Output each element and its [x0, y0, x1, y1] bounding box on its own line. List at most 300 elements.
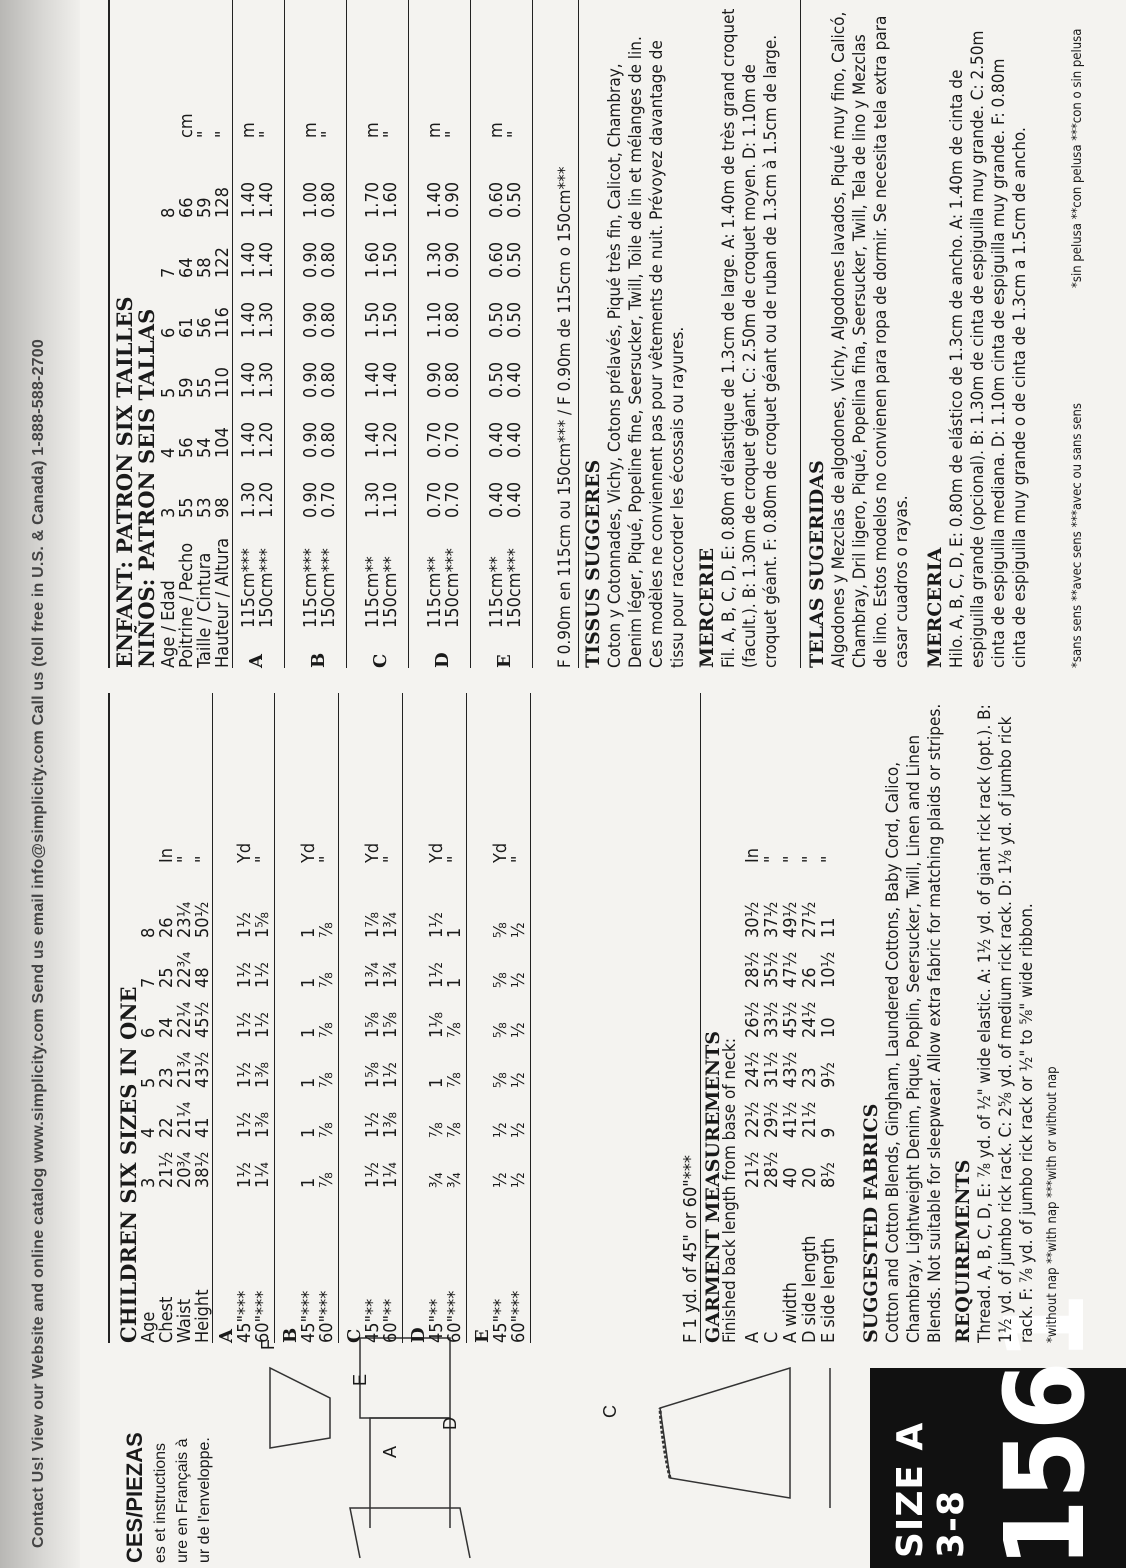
en-yardage-cell: ⅞ [426, 1122, 447, 1138]
en-yardage-unit: Yd [426, 842, 447, 863]
fr-yardage-cell: 0.50 [504, 301, 525, 338]
fr-yardage-cell: 1.50 [380, 301, 401, 338]
fr-yardage-cell: 1.30 [362, 481, 383, 518]
fr-tissus-title: TISSUS SUGGERES [582, 459, 604, 668]
fr-view-rule [346, 0, 347, 668]
fr-view-name: B [308, 652, 329, 668]
en-size-cell: 50½ [192, 901, 213, 938]
fr-title-1: ENFANT: PATRON SIX TAILLES [112, 296, 137, 668]
fr-view-row-label: 150cm*** [504, 548, 525, 628]
fr-yardage-cell: 0.80 [318, 421, 339, 458]
en-garment-unit: " [780, 855, 801, 863]
en-size-cell: 22¾ [174, 951, 195, 988]
fr-title-2: NIÑOS: PATRON SEIS TALLAS [134, 308, 159, 668]
en-yardage-cell: ⅞ [316, 1122, 337, 1138]
fr-size-cell: 58 [194, 257, 215, 278]
en-yardage-cell: 1½ [426, 912, 447, 938]
en-yardage-cell: 1⅞ [362, 912, 383, 938]
en-size-cell: 24 [156, 1017, 177, 1038]
en-size-cell: 21¼ [174, 1101, 195, 1138]
en-yardage-unit: Yd [234, 842, 255, 863]
fr-size-cell: 56 [194, 317, 215, 338]
en-yardage-unit: " [316, 855, 337, 863]
rule-mid-fr [800, 0, 801, 668]
en-yardage-cell: 1⅝ [252, 912, 273, 938]
en-yardage-cell: 1⅝ [362, 1062, 383, 1088]
en-yardage-cell: ⅝ [490, 1072, 511, 1088]
en-yardage-cell: 1 [298, 1177, 319, 1188]
piece-label-f: F [258, 1339, 278, 1350]
fr-yardage-cell: 0.50 [504, 181, 525, 218]
fr-yardage-cell: 0.90 [442, 241, 463, 278]
fr-yardage-cell: 1.30 [256, 361, 277, 398]
fr-size-cell: 5 [158, 387, 179, 398]
en-size-cell: 48 [192, 967, 213, 988]
en-yardage-cell: ⅝ [490, 972, 511, 988]
pieces-title: CES/PIEZAS [122, 1432, 147, 1563]
en-yardage-cell: ⅞ [316, 1022, 337, 1038]
fr-yardage-unit: m [486, 122, 507, 138]
en-yardage-cell: 1⅜ [252, 1062, 273, 1088]
fr-yardage-cell: 0.50 [504, 241, 525, 278]
fr-yardage-unit: " [256, 130, 277, 138]
en-view-rule [402, 693, 403, 1343]
fr-size-cell: 6 [158, 327, 179, 338]
fr-yardage-unit: " [380, 130, 401, 138]
en-size-rule [212, 693, 213, 1343]
fr-size-cell: 55 [176, 497, 197, 518]
en-garment-cell: 11 [818, 917, 839, 938]
en-size-unit: " [174, 855, 195, 863]
fr-yardage-cell: 0.90 [300, 421, 321, 458]
en-view-row-label: 60"*** [252, 1290, 273, 1343]
fr-telas-line: Algodones y Mezclas de algodones, Vichy, Algodones lavados, Piqué muy fino, Calicó, [829, 11, 849, 668]
en-garment-cell: 9 [818, 1127, 839, 1138]
en-f-line: F 1 yd. of 45" or 60"*** [680, 1154, 701, 1343]
fr-size-unit: cm [176, 113, 197, 138]
rule-top-en [108, 693, 110, 1343]
en-size-cell: 26 [156, 917, 177, 938]
fr-yardage-unit: m [238, 122, 259, 138]
en-yardage-unit: " [508, 855, 529, 863]
fr-yardage-cell: 1.60 [380, 181, 401, 218]
piece-label-e: E [350, 1373, 370, 1386]
en-view-row-label: 60"** [380, 1298, 401, 1343]
en-view-rule [338, 693, 339, 1343]
en-size-cell: 3 [138, 1177, 159, 1188]
fr-view-row-label: 115cm** [362, 556, 383, 628]
en-yardage-cell: ⅞ [444, 1072, 465, 1088]
en-yardage-cell: 1 [298, 1127, 319, 1138]
fr-view-row-label: 115cm*** [238, 548, 259, 628]
fr-yardage-cell: 0.40 [486, 481, 507, 518]
fr-yardage-cell: 1.30 [424, 241, 445, 278]
fr-size-cell: 122 [212, 247, 233, 278]
en-title: CHILDREN SIX SIZES IN ONE [116, 986, 141, 1343]
en-yardage-cell: 1½ [426, 962, 447, 988]
fr-yardage-cell: 0.40 [504, 481, 525, 518]
en-yardage-cell: 1 [444, 927, 465, 938]
fr-yardage-unit: " [318, 130, 339, 138]
en-garment-unit: " [761, 855, 782, 863]
fr-yardage-cell: 0.40 [504, 421, 525, 458]
en-size-cell: 23¼ [174, 901, 195, 938]
piece-a-shape [350, 1508, 470, 1558]
fr-view-rule [408, 0, 409, 668]
fr-merceria-title: MERCERIA [924, 547, 946, 668]
en-yardage-cell: ¾ [444, 1172, 465, 1188]
piece-label-c: C [600, 1405, 620, 1418]
fr-telas-line: Chambray, Dril ligero, Piqué, Popelina fina, Seersucker, Twill, Tela de lino y Mezclas [850, 34, 870, 668]
en-view-name: D [408, 1327, 429, 1343]
en-yardage-cell: 1 [426, 1077, 447, 1088]
piece-f-shape [270, 1368, 330, 1448]
en-yardage-cell: 1 [298, 1077, 319, 1088]
en-size-row-label: Chest [156, 1296, 177, 1343]
fr-yardage-cell: 0.50 [486, 301, 507, 338]
fr-yardage-cell: 0.80 [442, 301, 463, 338]
fr-view-name: C [370, 653, 391, 668]
en-size-cell: 6 [138, 1027, 159, 1038]
size-badge-block [870, 1292, 1126, 1568]
en-size-cell: 25 [156, 967, 177, 988]
en-garment-cell: 29½ [761, 1101, 782, 1138]
en-yardage-cell: 1½ [234, 1162, 255, 1188]
en-yardage-cell: 1 [298, 1027, 319, 1038]
en-yardage-cell: 1½ [252, 962, 273, 988]
en-garment-cell: 41½ [780, 1101, 801, 1138]
en-yardage-cell: 1¾ [362, 962, 383, 988]
en-garment-cell: 47½ [780, 951, 801, 988]
fr-size-cell: 55 [194, 377, 215, 398]
fr-size-cell: 61 [176, 317, 197, 338]
fr-size-cell: 59 [194, 197, 215, 218]
en-yardage-unit: Yd [362, 842, 383, 863]
fr-yardage-cell: 1.40 [238, 241, 259, 278]
fr-size-cell: 104 [212, 427, 233, 458]
fr-view-row-label: 150cm*** [318, 548, 339, 628]
en-garment-cell: 33½ [761, 1001, 782, 1038]
fr-merceria-line: Hilo. A, B, C, D, E: 0.80m de elástico de 1.3cm de ancho. A: 1.40m de cinta de [947, 69, 967, 668]
fr-yardage-cell: 1.00 [300, 181, 321, 218]
fr-size-rule [232, 0, 233, 668]
fr-yardage-unit: " [504, 130, 525, 138]
fr-yardage-cell: 0.40 [504, 361, 525, 398]
en-yardage-cell: 1½ [234, 1062, 255, 1088]
fr-yardage-cell: 1.40 [256, 181, 277, 218]
en-yardage-cell: 1⅝ [362, 1012, 383, 1038]
en-yardage-unit: " [252, 855, 273, 863]
en-yardage-cell: 1⅝ [380, 1012, 401, 1038]
en-yardage-cell: ⅞ [316, 922, 337, 938]
en-yardage-cell: ⅝ [490, 922, 511, 938]
fr-size-row-label: Age / Edad [158, 580, 179, 668]
fr-view-rule [532, 0, 533, 668]
en-yardage-cell: ½ [508, 1072, 529, 1088]
fr-size-unit: " [194, 130, 215, 138]
fr-mercerie-title: MERCERIE [696, 547, 718, 668]
fr-yardage-cell: 0.80 [318, 241, 339, 278]
en-req-title: REQUIREMENTS [952, 1159, 974, 1343]
en-yardage-cell: 1⅜ [380, 1112, 401, 1138]
fr-telas-title: TELAS SUGERIDAS [806, 460, 828, 668]
en-yardage-cell: ½ [508, 1122, 529, 1138]
fr-tissus-line: Ces modèles ne conviennent pas pour vêtements de nuit. Prévoyez davantage de [647, 40, 667, 668]
fr-yardage-cell: 1.40 [238, 181, 259, 218]
en-garment-cell: 26 [799, 967, 820, 988]
fr-yardage-cell: 0.80 [318, 361, 339, 398]
piece-c-shape [660, 1368, 790, 1498]
rule-f-en [700, 693, 701, 1343]
en-yardage-cell: ½ [508, 1172, 529, 1188]
en-size-cell: 43½ [192, 1051, 213, 1088]
fr-merceria-line: cinta de espiguilla muy grande o de cinta de 1.3cm a 1.5cm de ancho. [1010, 127, 1030, 668]
fr-yardage-cell: 0.70 [442, 421, 463, 458]
fr-yardage-unit: m [300, 122, 321, 138]
en-yardage-cell: 1¾ [380, 912, 401, 938]
fr-yardage-unit: " [442, 130, 463, 138]
en-req-line: Thread. A, B, C, D, E: ⅞ yd. of ½" wide elastic. A: 1½ yd. of giant rick rack (opt.). B: [975, 704, 995, 1343]
fr-yardage-cell: 1.10 [380, 481, 401, 518]
fr-yardage-cell: 1.50 [380, 241, 401, 278]
fr-size-cell: 128 [212, 187, 233, 218]
fr-yardage-cell: 0.80 [318, 181, 339, 218]
en-garment-row-label: A [742, 1331, 763, 1343]
en-garment-cell: 31½ [761, 1051, 782, 1088]
fr-size-cell: 110 [212, 367, 233, 398]
en-view-name: C [344, 1328, 365, 1343]
en-size-row-label: Waist [174, 1298, 195, 1343]
fr-yardage-cell: 1.20 [380, 421, 401, 458]
fr-yardage-cell: 0.70 [424, 421, 445, 458]
en-fabrics-line: Blends. Not suitable for sleepwear. Allow extra fabric for matching plaids or stripes. [925, 703, 945, 1343]
en-yardage-unit: Yd [298, 842, 319, 863]
fr-view-name: A [246, 654, 267, 668]
en-yardage-cell: ½ [490, 1172, 511, 1188]
fr-yardage-cell: 0.80 [442, 361, 463, 398]
en-size-cell: 23 [156, 1067, 177, 1088]
size-badge: SIZE A 3-8 [890, 1421, 972, 1558]
en-garment-cell: 45½ [780, 1001, 801, 1038]
en-fabrics-title: SUGGESTED FABRICS [860, 1103, 882, 1343]
fr-yardage-cell: 1.40 [238, 301, 259, 338]
en-yardage-cell: 1 [298, 927, 319, 938]
pieces-line-3: ur de l'enveloppe. [196, 1437, 213, 1563]
piece-d-shape [370, 1418, 450, 1528]
fr-merceria-line: espiguilla grande (opcional). B: 1.30m de cinta de espiguilla muy grande. C: 2.50m [968, 30, 988, 668]
pieces-line-1: es et instructions [152, 1442, 169, 1563]
en-size-cell: 22 [156, 1117, 177, 1138]
en-yardage-cell: 1½ [380, 1062, 401, 1088]
fr-yardage-cell: 1.10 [424, 301, 445, 338]
en-view-row-label: 60"*** [444, 1290, 465, 1343]
fr-size-cell: 8 [158, 207, 179, 218]
fr-size-row-label: Hauteur / Altura [212, 537, 233, 668]
en-yardage-cell: ½ [508, 922, 529, 938]
fr-tissus-line: Coton y Cotonnades, Vichy, Cotons prélavés, Piqué très fin, Calicot, Chambray, [605, 63, 625, 668]
fr-size-cell: 98 [212, 497, 233, 518]
fr-mercerie-line: (facult.). B: 1.30m de croquet géant. C: 2.50m de croquet moyen. D: 1.10m de [740, 64, 760, 668]
rule-top-fr [108, 0, 110, 668]
piece-e-shape [360, 1338, 450, 1418]
en-garment-row-label: A width [780, 1282, 801, 1343]
en-req-line: rack. F: ⅞ yd. of jumbo rick rack or ½" to ⅝" wide ribbon. [1017, 903, 1037, 1343]
fr-size-cell: 53 [194, 497, 215, 518]
en-view-name: B [280, 1327, 301, 1343]
fr-yardage-cell: 0.60 [486, 181, 507, 218]
fr-yardage-cell: 0.90 [424, 361, 445, 398]
fr-size-cell: 54 [194, 437, 215, 458]
en-view-row-label: 60"*** [508, 1290, 529, 1343]
en-garment-cell: 27½ [799, 901, 820, 938]
fr-yardage-unit: m [424, 122, 445, 138]
en-yardage-cell: 1⅛ [426, 1012, 447, 1038]
en-garment-cell: 30½ [742, 901, 763, 938]
fr-yardage-cell: 1.40 [362, 421, 383, 458]
en-yardage-unit: Yd [490, 842, 511, 863]
en-view-name: E [472, 1329, 493, 1343]
fr-size-cell: 64 [176, 257, 197, 278]
fr-yardage-cell: 1.40 [380, 361, 401, 398]
fr-footnote-left: *sans sens **avec sens ***avec ou sans sens [1070, 402, 1085, 668]
en-fabrics-line: Chambray, Lightweight Denim, Pique, Poplin, Seersucker, Twill, Linen and Linen [904, 734, 924, 1343]
en-view-rule [466, 693, 467, 1343]
en-size-cell: 20¾ [174, 1151, 195, 1188]
fr-yardage-cell: 1.40 [238, 421, 259, 458]
en-view-row-label: 45"*** [298, 1290, 319, 1343]
fr-yardage-cell: 1.40 [238, 361, 259, 398]
fr-mercerie-line: Fil. A, B, C, D, E: 0.80m d'élastique de 1.3cm de large. A: 1.40m de très grand croquet [719, 8, 739, 668]
en-garment-cell: 49½ [780, 901, 801, 938]
en-view-row-label: 45"*** [234, 1290, 255, 1343]
en-yardage-cell: ½ [490, 1122, 511, 1138]
en-garment-row-label: E side length [818, 1237, 839, 1343]
fr-view-name: D [432, 652, 453, 668]
fr-size-cell: 116 [212, 307, 233, 338]
en-garment-cell: 37½ [761, 901, 782, 938]
en-view-row-label: 45"** [426, 1298, 447, 1343]
en-view-rule [530, 693, 531, 1343]
en-yardage-cell: 1½ [234, 912, 255, 938]
garment-illustrations [230, 1308, 870, 1568]
fr-yardage-cell: 0.90 [442, 181, 463, 218]
fr-yardage-cell: 1.50 [362, 301, 383, 338]
fr-view-rule [284, 0, 285, 668]
pattern-number: 1561 [981, 1292, 1109, 1568]
en-view-row-label: 45"** [362, 1298, 383, 1343]
en-garment-cell: 28½ [742, 951, 763, 988]
en-size-cell: 4 [138, 1127, 159, 1138]
piece-label-d: D [440, 1417, 460, 1430]
fr-yardage-cell: 1.40 [256, 241, 277, 278]
fr-yardage-cell: 0.70 [318, 481, 339, 518]
en-yardage-cell: ⅝ [490, 1022, 511, 1038]
fr-yardage-cell: 0.90 [300, 241, 321, 278]
fr-size-cell: 66 [176, 197, 197, 218]
en-garment-cell: 35½ [761, 951, 782, 988]
fr-yardage-cell: 0.80 [318, 301, 339, 338]
en-size-cell: 45½ [192, 1001, 213, 1038]
en-size-cell: 21¾ [174, 1051, 195, 1088]
fr-yardage-cell: 1.40 [362, 361, 383, 398]
en-yardage-cell: ¾ [426, 1172, 447, 1188]
fr-yardage-cell: 0.70 [442, 481, 463, 518]
en-size-cell: 8 [138, 927, 159, 938]
pieces-line-2: ure en Français à [174, 1438, 191, 1563]
en-garment-sub: Finished back length from base of neck: [720, 1037, 740, 1343]
fr-yardage-cell: 1.40 [424, 181, 445, 218]
fr-yardage-cell: 0.90 [300, 481, 321, 518]
fr-telas-line: de lino. Estos modelos no convienen para ropa de dormir. Se necesita tela extra para [871, 15, 891, 668]
fr-tissus-line: Denim léger, Piqué, Popeline fine, Seersucker, Twill, Toile de lin et mélanges de lin. [626, 36, 646, 668]
en-yardage-cell: 1½ [234, 1112, 255, 1138]
en-yardage-cell: ½ [508, 972, 529, 988]
fr-view-name: E [494, 654, 515, 668]
fr-yardage-cell: 0.40 [486, 421, 507, 458]
fr-view-row-label: 115cm*** [300, 548, 321, 628]
en-yardage-cell: ⅞ [444, 1122, 465, 1138]
en-yardage-cell: 1½ [234, 1012, 255, 1038]
en-yardage-cell: 1½ [252, 1012, 273, 1038]
en-garment-cell: 23 [799, 1067, 820, 1088]
en-garment-cell: 21½ [799, 1101, 820, 1138]
fr-view-rule [470, 0, 471, 668]
en-yardage-cell: ⅞ [444, 1022, 465, 1038]
fr-yardage-cell: 0.90 [300, 361, 321, 398]
fr-tissus-line: tissu pour raccorder les écossais ou rayures. [668, 326, 688, 668]
fr-yardage-cell: 0.50 [486, 361, 507, 398]
fr-size-cell: 56 [176, 437, 197, 458]
en-garment-cell: 40 [780, 1167, 801, 1188]
en-yardage-unit: " [380, 855, 401, 863]
en-size-unit: " [192, 855, 213, 863]
en-size-cell: 7 [138, 977, 159, 988]
en-garment-cell: 24½ [742, 1051, 763, 1088]
fr-view-row-label: 150cm*** [442, 548, 463, 628]
en-fabrics-line: Cotton and Cotton Blends, Gingham, Laundered Cottons, Baby Cord, Calico, [883, 761, 903, 1343]
en-garment-row-label: C [761, 1331, 782, 1343]
en-size-cell: 38½ [192, 1151, 213, 1188]
en-size-cell: 41 [192, 1117, 213, 1138]
en-garment-unit: " [818, 855, 839, 863]
en-yardage-cell: 1½ [234, 962, 255, 988]
en-yardage-cell: 1¼ [252, 1162, 273, 1188]
fr-merceria-line: cinta de espiguilla mediana. D: 1.10m cinta de espiguilla muy grande. F: 0.80m [989, 58, 1009, 668]
en-view-rule [274, 693, 275, 1343]
en-size-cell: 21½ [156, 1151, 177, 1188]
en-size-cell: 22¼ [174, 1001, 195, 1038]
fr-size-cell: 7 [158, 267, 179, 278]
fr-yardage-cell: 1.20 [256, 421, 277, 458]
en-garment-cell: 26½ [742, 1001, 763, 1038]
fr-footnote-right: *sin pelusa **con pelusa ***con o sin pelusa [1070, 28, 1085, 288]
en-yardage-cell: 1 [298, 977, 319, 988]
en-yardage-cell: 1 [444, 977, 465, 988]
fr-view-row-label: 150cm*** [256, 548, 277, 628]
fr-yardage-cell: 1.30 [238, 481, 259, 518]
fr-yardage-cell: 1.30 [256, 301, 277, 338]
en-garment-cell: 43½ [780, 1051, 801, 1088]
fr-size-cell: 4 [158, 447, 179, 458]
en-yardage-cell: 1½ [362, 1162, 383, 1188]
en-garment-unit: " [799, 855, 820, 863]
en-yardage-cell: ⅞ [316, 1072, 337, 1088]
fr-mercerie-line: croquet géant. F: 0.80m de croquet géant ou de ruban de 1.3cm à 1.5cm de large. [761, 34, 781, 668]
en-yardage-cell: ⅞ [316, 972, 337, 988]
fr-yardage-cell: 0.60 [486, 241, 507, 278]
fr-size-unit: " [212, 130, 233, 138]
fr-view-row-label: 115cm** [486, 556, 507, 628]
